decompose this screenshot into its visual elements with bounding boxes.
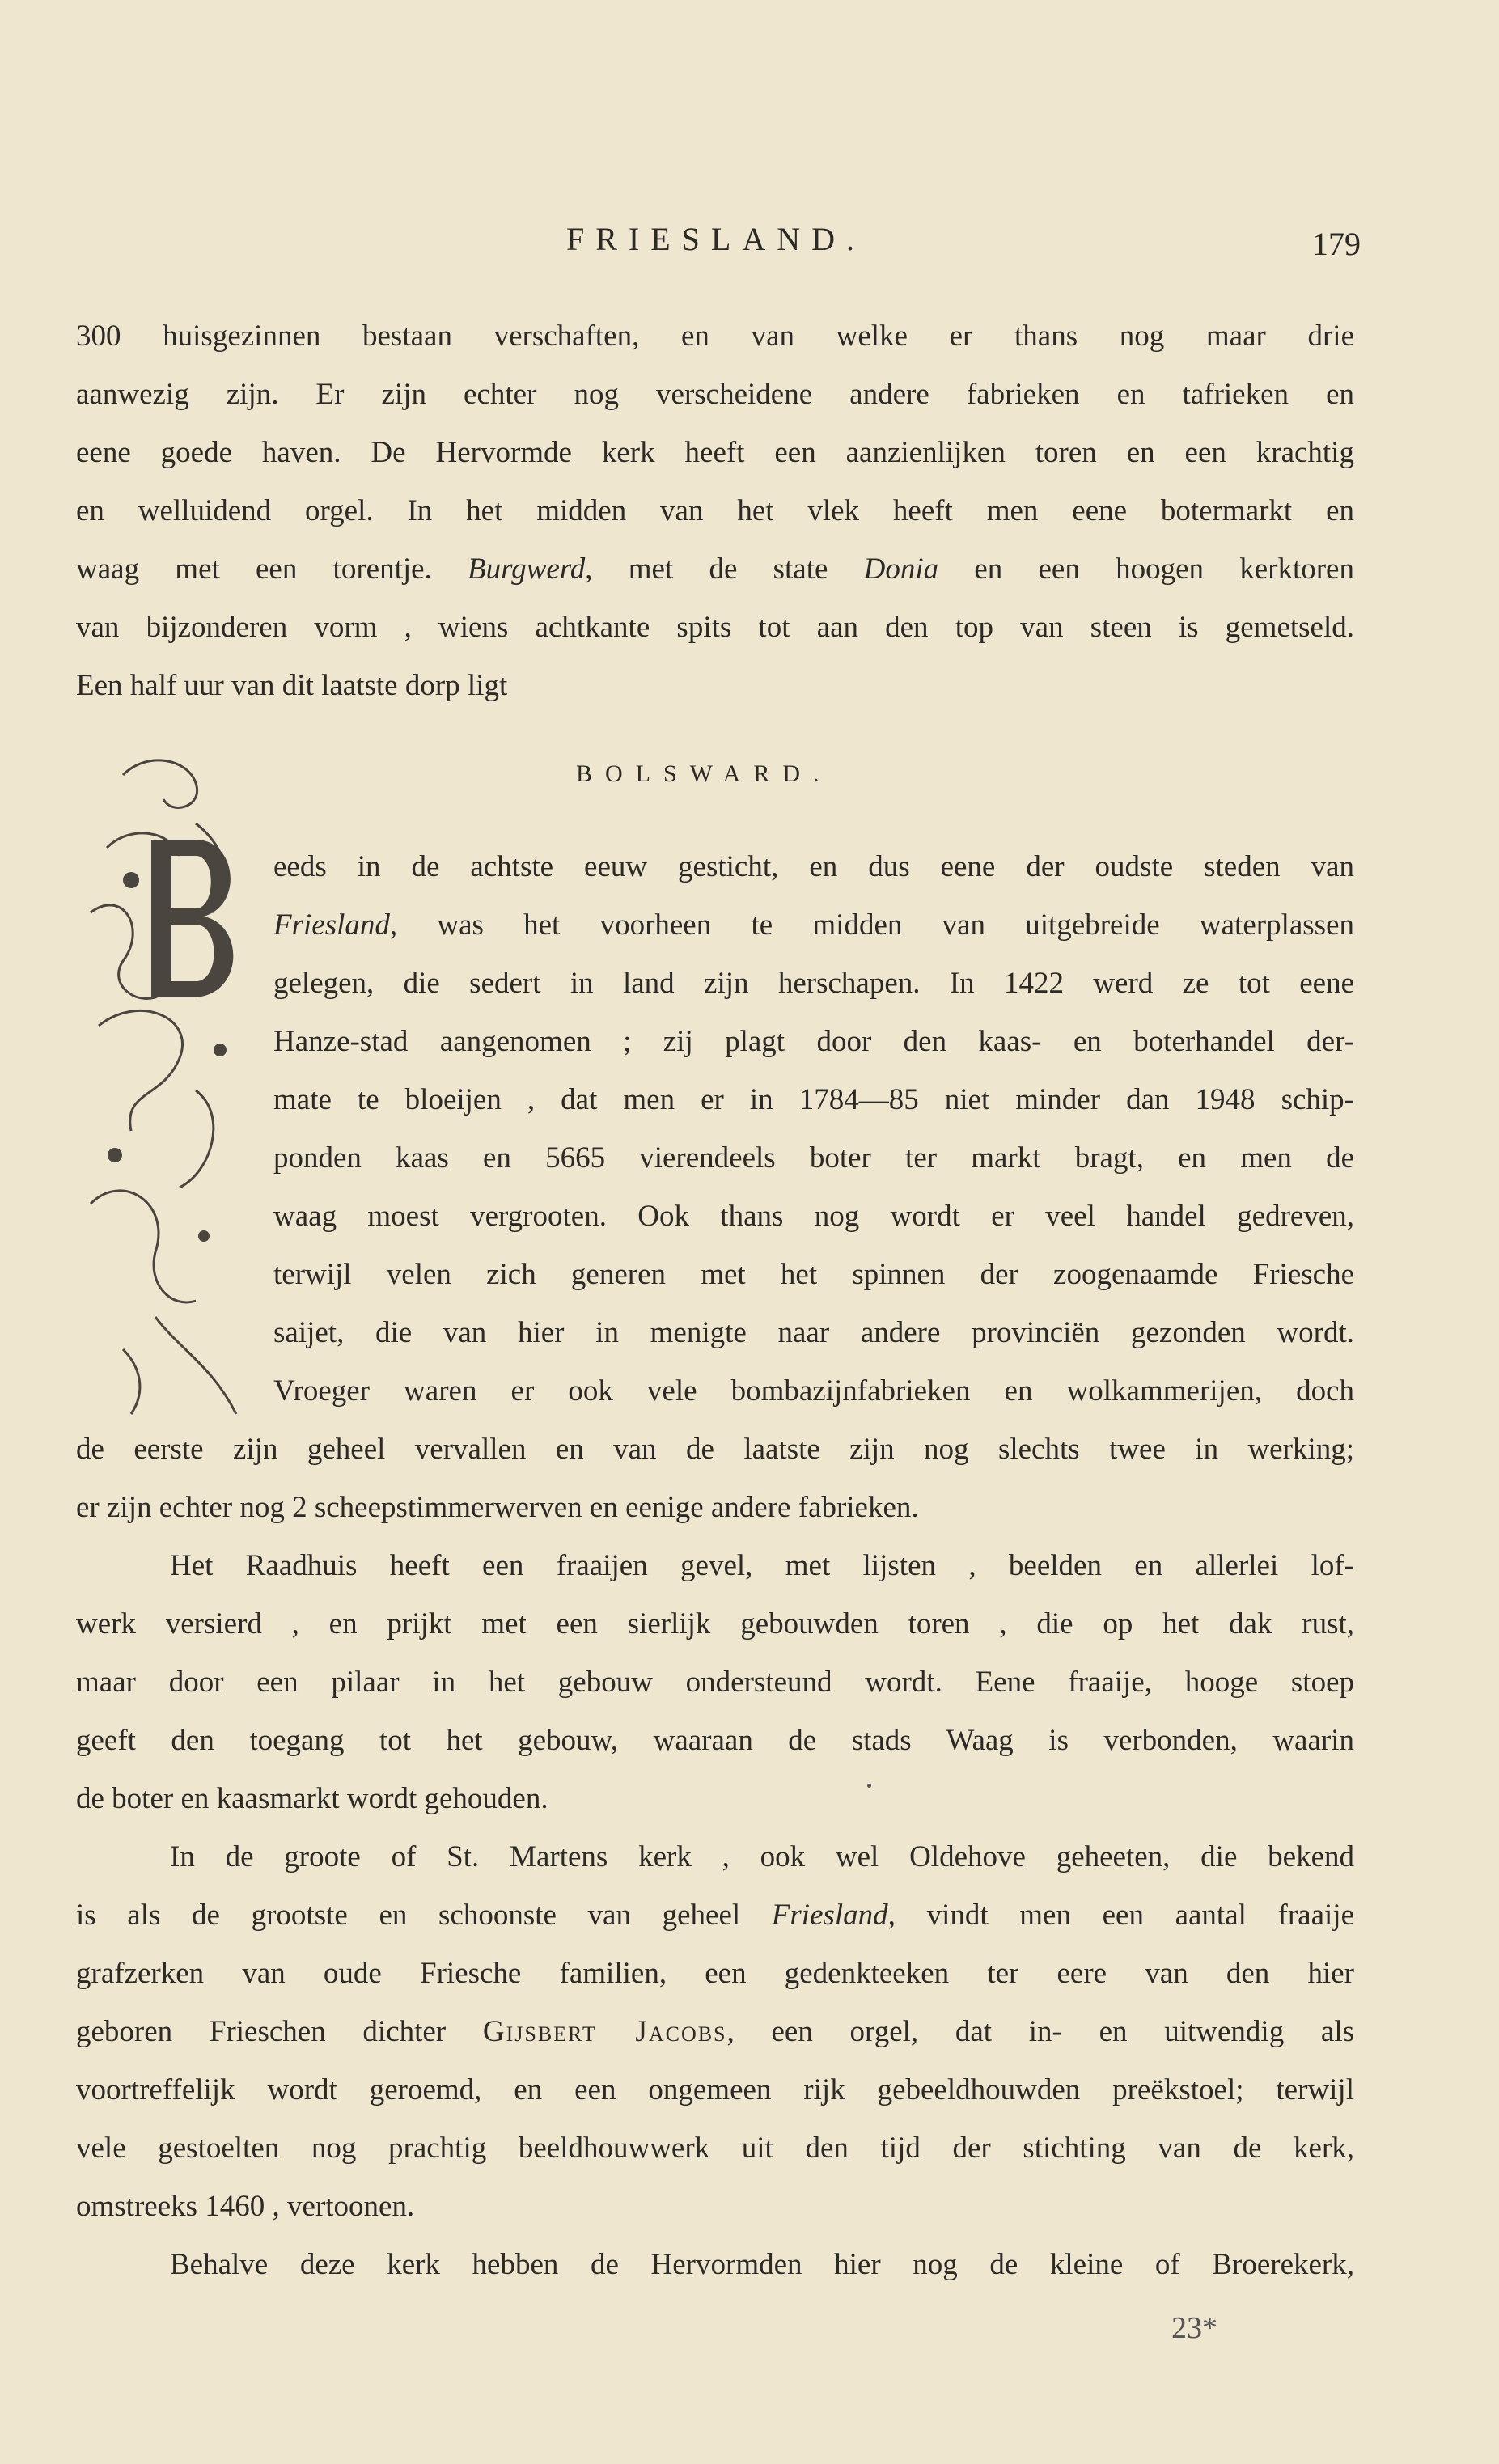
text-line: geeft den toegang tot het gebouw, waaraan de stads Waag is verbonden, waarin <box>76 1724 1354 1757</box>
decorative-initial <box>74 751 269 1422</box>
text-line: de eerste zijn geheel vervallen en van de laatste zijn nog slechts twee in werking; <box>76 1433 1354 1466</box>
text-line: aanwezig zijn. Er zijn echter nog verscheidene andere fabrieken en tafrieken en <box>76 378 1354 411</box>
text-line: waag met een torentje. Burgwerd, met de state Donia en een hoogen kerktoren <box>76 552 1354 586</box>
text-line: Hanze-stad aangenomen ; zij plagt door den kaas- en boterhandel der- <box>273 1025 1354 1058</box>
ornament-scroll <box>99 1010 183 1131</box>
person-name: Gijsbert Jacobs <box>482 2015 727 2048</box>
ornament-scroll <box>123 760 197 808</box>
page-number: 179 <box>1312 226 1361 262</box>
text-line: eeds in de achtste eeuw gesticht, en dus eene der oudste steden van <box>273 850 1354 883</box>
place-name: Friesland <box>771 1899 888 1932</box>
text-line: Friesland, was het voorheen te midden van uitgebreide waterplassen <box>273 908 1354 942</box>
ornament-dot <box>214 1044 227 1056</box>
text-line: maar door een pilaar in het gebouw ondersteund wordt. Eene fraaije, hooge stoep <box>76 1666 1354 1699</box>
ornament-dot <box>123 872 139 888</box>
initial-letter-shape <box>151 840 233 997</box>
text-line: omstreeks 1460 , vertoonen. <box>76 2190 415 2223</box>
text-line: terwijl velen zich generen met het spinnen der zoogenaamde Friesche <box>273 1258 1354 1291</box>
text-line: ponden kaas en 5665 vierendeels boter ter markt bragt, en men de <box>273 1141 1354 1175</box>
text-line: 300 huisgezinnen bestaan verschaften, en van welke er thans nog maar drie <box>76 320 1354 353</box>
text-line: In de groote of St. Martens kerk , ook wel Oldehove geheeten, die bekend <box>170 1840 1354 1873</box>
ornament-scroll <box>91 1191 196 1302</box>
text-line: grafzerken van oude Friesche familien, een gedenkteeken ter eere van den hier <box>76 1957 1354 1990</box>
place-name: Friesland <box>273 908 390 942</box>
text-line: eene goede haven. De Hervormde kerk heeft een aanzienlijken toren en een krachtig <box>76 436 1354 469</box>
text-line: de boter en kaasmarkt wordt gehouden. <box>76 1782 548 1815</box>
text-line: Behalve deze kerk hebben de Hervormden hier nog de kleine of Broerekerk, <box>170 2248 1354 2281</box>
text-line: vele gestoelten nog prachtig beeldhouwwerk uit den tijd der stichting van de kerk, <box>76 2132 1354 2165</box>
text-line: van bijzonderen vorm , wiens achtkante spits tot aan den top van steen is gemetseld. <box>76 611 1354 644</box>
text-line: werk versierd , en prijkt met een sierlijk gebouwden toren , die op het dak rust, <box>76 1607 1354 1641</box>
ornament-scroll <box>180 1090 214 1188</box>
text-line: is als de grootste en schoonste van geheel Friesland, vindt men een aantal fraaije <box>76 1899 1355 1932</box>
ornament-dot <box>108 1148 122 1162</box>
text-line: Vroeger waren er ook vele bombazijnfabrieken en wolkammerijen, doch <box>273 1374 1354 1408</box>
text-line: voortreffelijk wordt geroemd, en een ongemeen rijk gebeeldhouwden preëkstoel; terwijl <box>76 2073 1354 2106</box>
text-line: Een half uur van dit laatste dorp ligt <box>76 669 508 702</box>
text-line: gelegen, die sedert in land zijn herschapen. In 1422 werd ze tot eene <box>273 967 1354 1000</box>
printer-signature: 23* <box>1171 2311 1217 2345</box>
ornament-scroll <box>155 1317 236 1414</box>
text-line: saijet, die van hier in menigte naar andere provinciën gezonden wordt. <box>273 1316 1354 1349</box>
section-title: BOLSWARD. <box>576 760 832 787</box>
ornament-dot <box>198 1230 210 1242</box>
ornament-scroll <box>123 1349 140 1414</box>
text-line: mate te bloeijen , dat men er in 1784—85 niet minder dan 1948 schip- <box>273 1083 1354 1116</box>
text-line: geboren Frieschen dichter Gijsbert Jacobs, een orgel, dat in- en uitwendig als <box>76 2015 1355 2048</box>
text-line: waag moest vergrooten. Ook thans nog wordt er veel handel gedreven, <box>273 1200 1354 1233</box>
text-line: Het Raadhuis heeft een fraaijen gevel, met lijsten , beelden en allerlei lof- <box>170 1549 1354 1582</box>
text-line: er zijn echter nog 2 scheepstimmerwerven en eenige andere fabrieken. <box>76 1491 919 1524</box>
running-head: FRIESLAND. <box>566 221 866 257</box>
print-speck <box>867 1784 871 1788</box>
text-line: en welluidend orgel. In het midden van het vlek heeft men eene botermarkt en <box>76 494 1354 527</box>
